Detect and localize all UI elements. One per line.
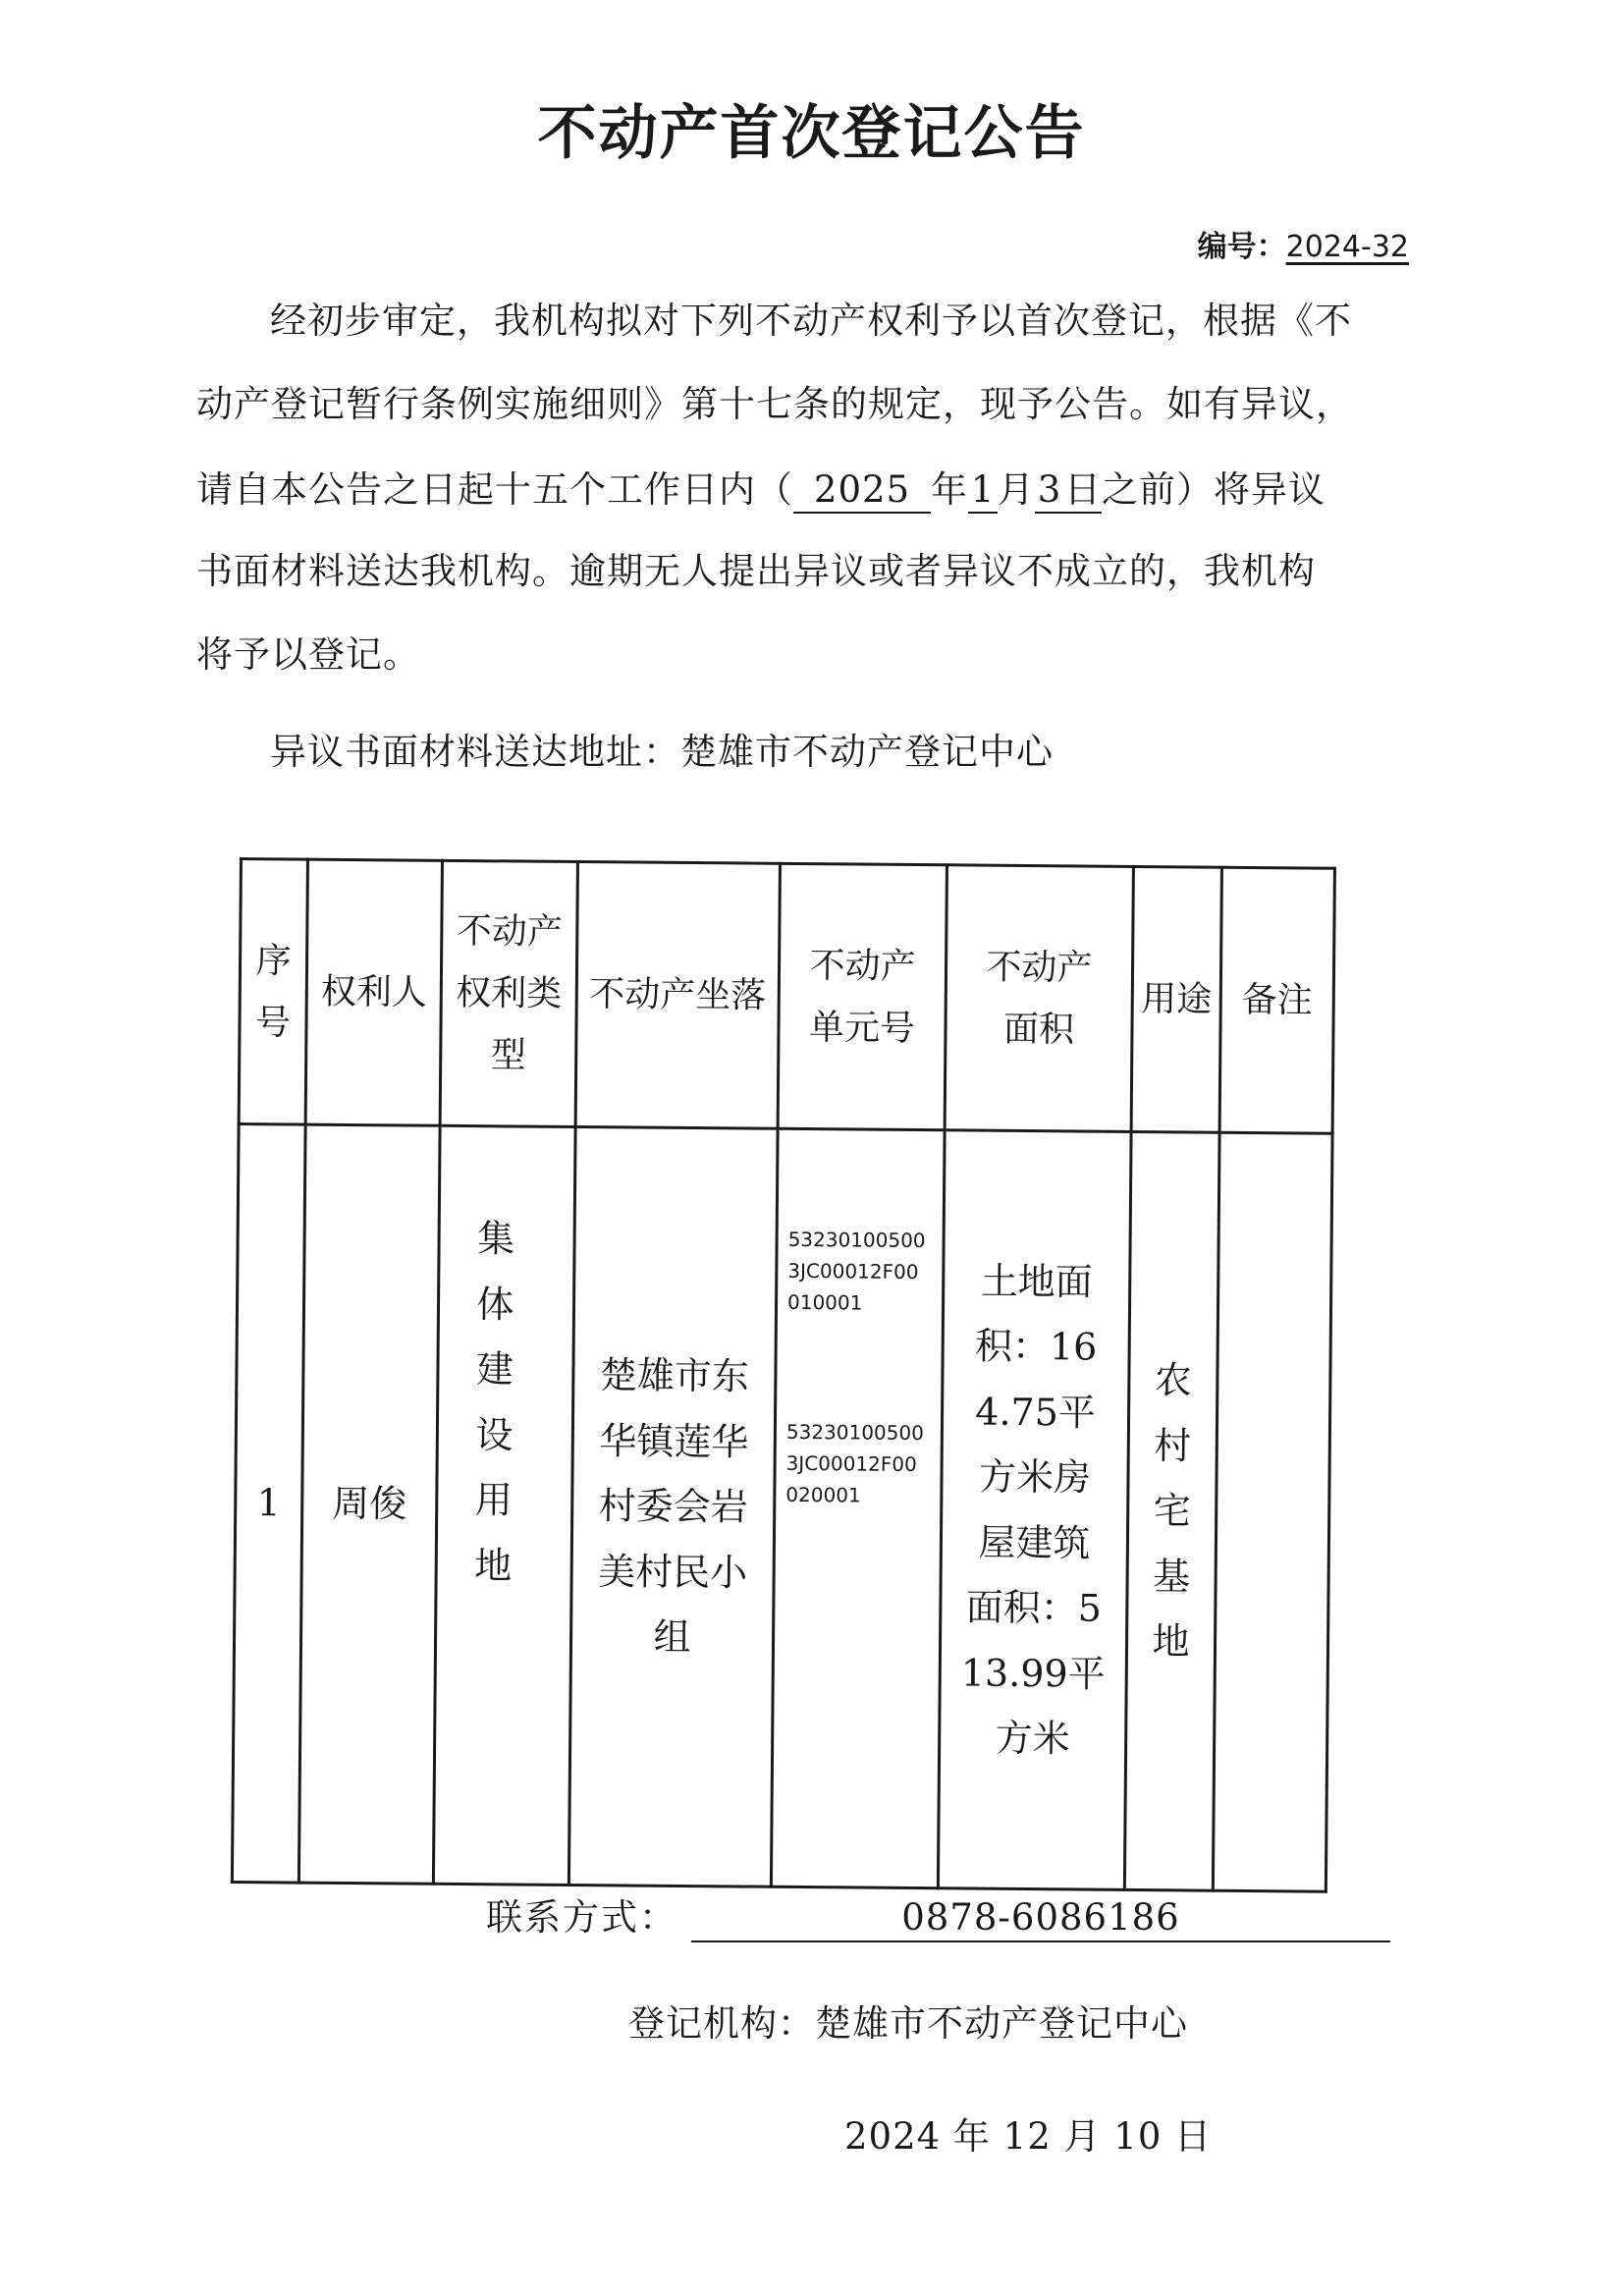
- cell-location: 楚雄市东华镇莲华村委会岩美村民小组: [568, 1126, 778, 1886]
- paragraph-line-3-prefix: 请自本公告之日起十五个工作日内（: [196, 468, 793, 511]
- cell-area: 土地面积：164.75平方米房屋建筑面积：513.99平方米: [938, 1130, 1131, 1890]
- header-location: 不动产坐落: [575, 862, 780, 1129]
- paragraph-line-3: [196, 469, 1414, 514]
- registration-org: 登记机构：楚雄市不动产登记中心: [628, 2002, 1188, 2045]
- header-area: 不动产面积: [945, 865, 1133, 1132]
- contact-phone: 0878-6086186: [691, 1895, 1390, 1942]
- issue-date: 2024 年 12 月 10 日: [844, 2115, 1213, 2158]
- table-row: [232, 1124, 1332, 1892]
- deadline-year-unit: 年: [931, 468, 968, 511]
- document-number-label: 编号：: [1197, 230, 1286, 264]
- cell-usage: 农村宅基地: [1124, 1131, 1219, 1890]
- cell-seq: 1: [232, 1124, 305, 1884]
- property-table: [231, 857, 1336, 1893]
- unit-no-2: 532301005003JC00012F00020001: [785, 1419, 925, 1507]
- cell-unit-no: [771, 1128, 945, 1887]
- header-holder: 权利人: [305, 859, 442, 1125]
- header-right-type: 不动产权利类型: [440, 860, 577, 1126]
- notice-title: 不动产首次登记公告: [537, 99, 1086, 168]
- header-usage: 用途: [1131, 866, 1221, 1132]
- deadline-month-unit: 月: [998, 468, 1035, 511]
- header-seq: 序号: [239, 859, 307, 1125]
- table-header-row: [239, 859, 1334, 1134]
- property-table-wrapper: [231, 857, 1333, 1893]
- cell-right-type: 集体建设用地: [433, 1125, 575, 1885]
- objection-address: 异议书面材料送达地址：楚雄市不动产登记中心: [270, 731, 1054, 773]
- deadline-day-unit: 日: [1064, 469, 1102, 514]
- deadline-year: 2025: [793, 469, 931, 514]
- contact-label: 联系方式：: [486, 1896, 677, 1939]
- cell-holder: 周俊: [298, 1124, 440, 1884]
- document-number: [1198, 222, 1409, 265]
- cell-remark: [1213, 1132, 1332, 1891]
- paragraph-line-5: 将予以登记。: [196, 633, 420, 676]
- paragraph-line-1: 经初步审定，我机构拟对下列不动产权利予以首次登记，根据《不: [270, 300, 1352, 342]
- paragraph-line-2: 动产登记暂行条例实施细则》第十七条的规定，现予公告。如有异议，: [196, 383, 1353, 425]
- deadline-month: 1: [968, 469, 998, 514]
- unit-no-1: 532301005003JC00012F00010001: [786, 1227, 926, 1315]
- contact-info: [486, 1887, 1390, 1942]
- paragraph-line-3-suffix: 之前）将异议: [1102, 468, 1325, 511]
- paragraph-line-4: 书面材料送达我机构。逾期无人提出异议或者异议不成立的，我机构: [196, 550, 1316, 592]
- document-number-value: 2024-32: [1285, 230, 1409, 264]
- header-remark: 备注: [1219, 867, 1334, 1133]
- deadline-day: 3: [1035, 469, 1064, 514]
- header-unit-no: 不动产单元号: [778, 863, 947, 1129]
